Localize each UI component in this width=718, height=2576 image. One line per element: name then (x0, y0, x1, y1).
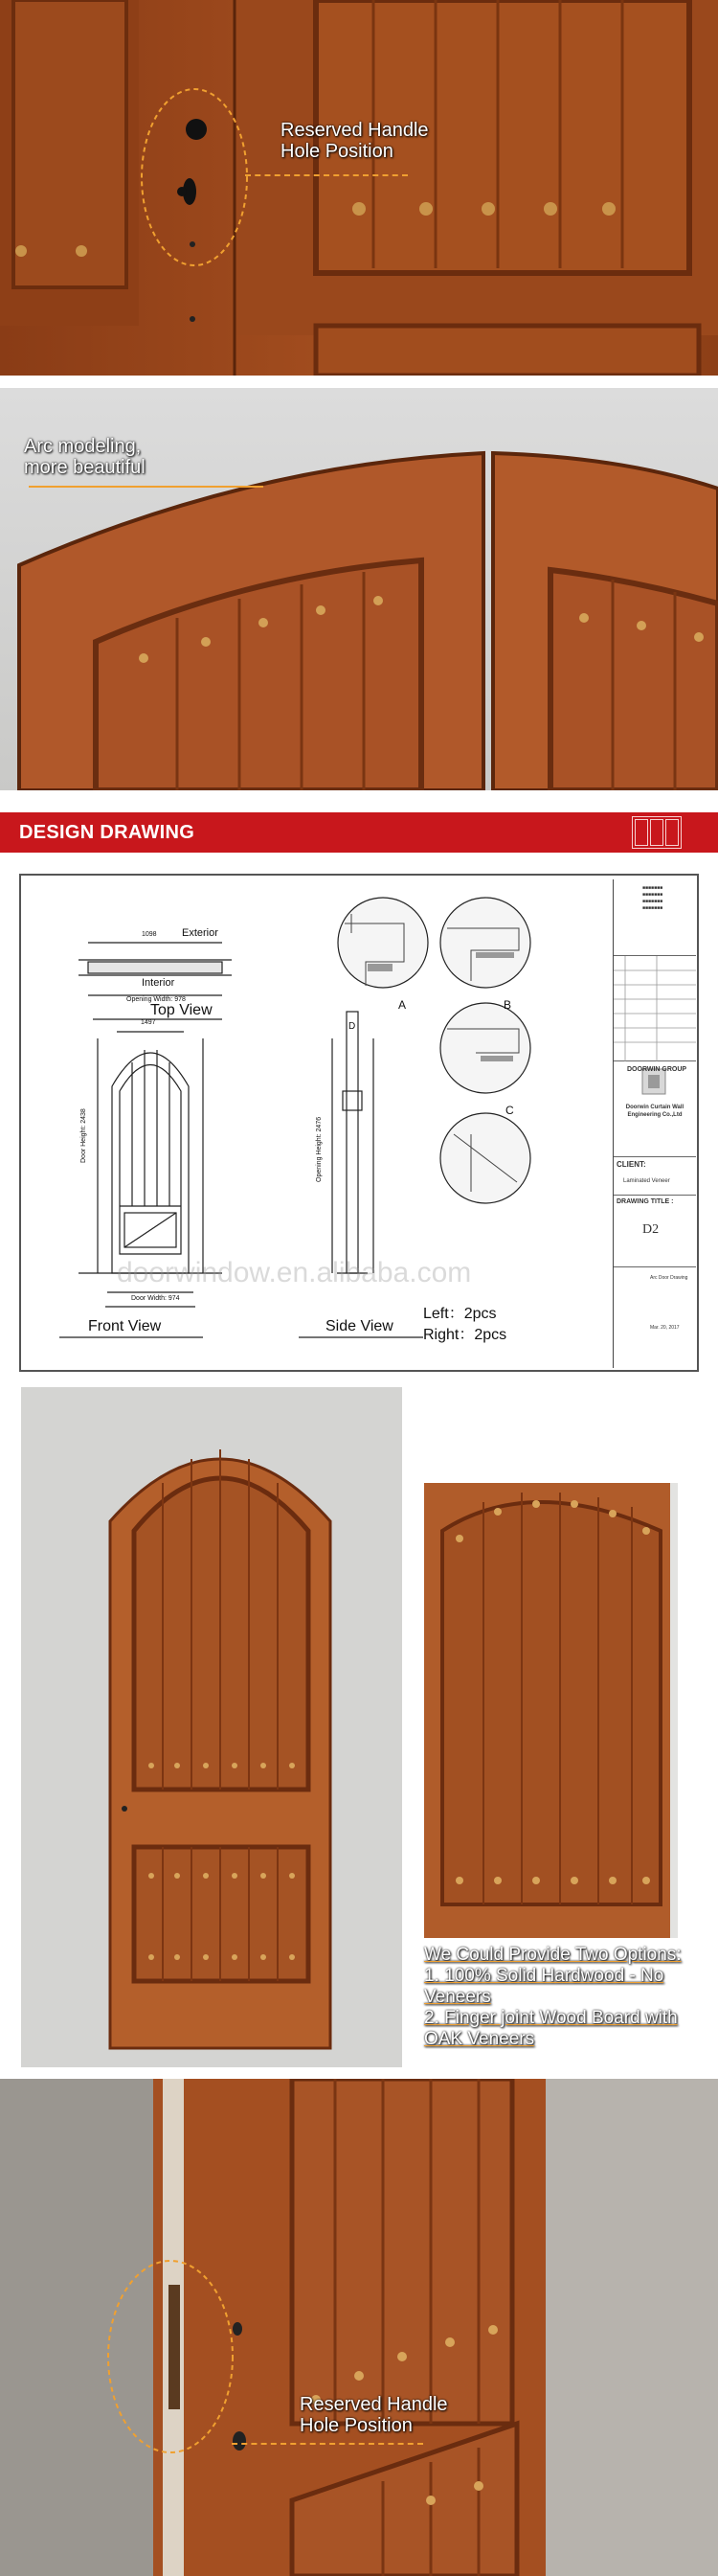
total-width-dim: 1098 (142, 931, 157, 938)
handle-callout-label-bottom: Reserved Handle Hole Position (300, 2394, 448, 2436)
handle-callout-label-top: Reserved Handle Hole Position (280, 120, 429, 162)
company-group: DOORWIN GROUP (627, 1066, 687, 1073)
opening-height-dim: Opening Height: 2476 (316, 1116, 323, 1182)
drawing-title-label: DRAWING TITLE : (617, 1198, 674, 1205)
detail-label-a: A (398, 998, 407, 1012)
design-drawing (19, 874, 699, 1372)
callout-connector-top (245, 174, 408, 176)
photo-handle-closeup (0, 0, 718, 376)
options-text: We Could Provide Two Options: 1. 100% Solid Hardwood - No Veneers 2. Finger joint Wood Board with OAK Veneers (424, 1945, 682, 2049)
detail-label-c: C (505, 1104, 514, 1117)
watermark: doorwindow.en.alibaba.com (117, 1257, 472, 1288)
detail-label-d: D (348, 1021, 356, 1032)
door-closeup-image (0, 0, 718, 376)
window-glyph-icon (632, 816, 682, 849)
side-view-label: Side View (325, 1318, 393, 1334)
top-view-label: Top View (150, 1002, 213, 1018)
front-view-label: Front View (88, 1318, 162, 1334)
drawing-number: D2 (642, 1222, 660, 1237)
door-side-closeup-image (0, 2079, 718, 2576)
arch-width-dim: 1497 (141, 1019, 156, 1026)
photo-arc-top (0, 388, 718, 790)
arc-caption-connector (29, 486, 263, 488)
quantity-right: Right：2pcs (423, 1327, 507, 1343)
company-name: Doorwin Curtain Wall Engineering Co.,Ltd (625, 1105, 684, 1118)
revision-grid (614, 956, 696, 1061)
quantity-left: Left：2pcs (423, 1306, 497, 1322)
drawing-date: Mar. 20, 2017 (650, 1325, 680, 1331)
door-height-dim: Door Height: 2438 (80, 1108, 87, 1163)
client-value: Laminated Veneer (623, 1178, 670, 1184)
section-title: DESIGN DRAWING (19, 822, 195, 843)
door-width-dim: Door Width: 974 (131, 1295, 180, 1302)
interior-label: Interior (142, 977, 175, 989)
detail-label-b: B (504, 998, 512, 1012)
drawing-title-block: ■■■■■■■ ■■■■■■■ ■■■■■■■ ■■■■■■■ DOORWIN GROUP Doorwin Curtain Wall Engineering Co.,Ltd CLIENT: Laminated Veneer DRAWING TITLE : D2 Arc Door Drawing Mar. 20, 2017 (613, 879, 695, 1368)
client-label: CLIENT: (617, 1160, 646, 1169)
drawing-name: Arc Door Drawing (650, 1275, 688, 1281)
callout-connector-bottom (232, 2443, 423, 2445)
design-drawing-header (0, 812, 718, 853)
drawing-main-views (21, 876, 607, 1370)
photo-handle-closeup-bottom (0, 2079, 718, 2576)
arc-modeling-caption: Arc modeling, more beautiful (24, 436, 146, 478)
exterior-label: Exterior (182, 927, 218, 939)
opening-width-dim: Opening Width: 978 (126, 996, 186, 1003)
